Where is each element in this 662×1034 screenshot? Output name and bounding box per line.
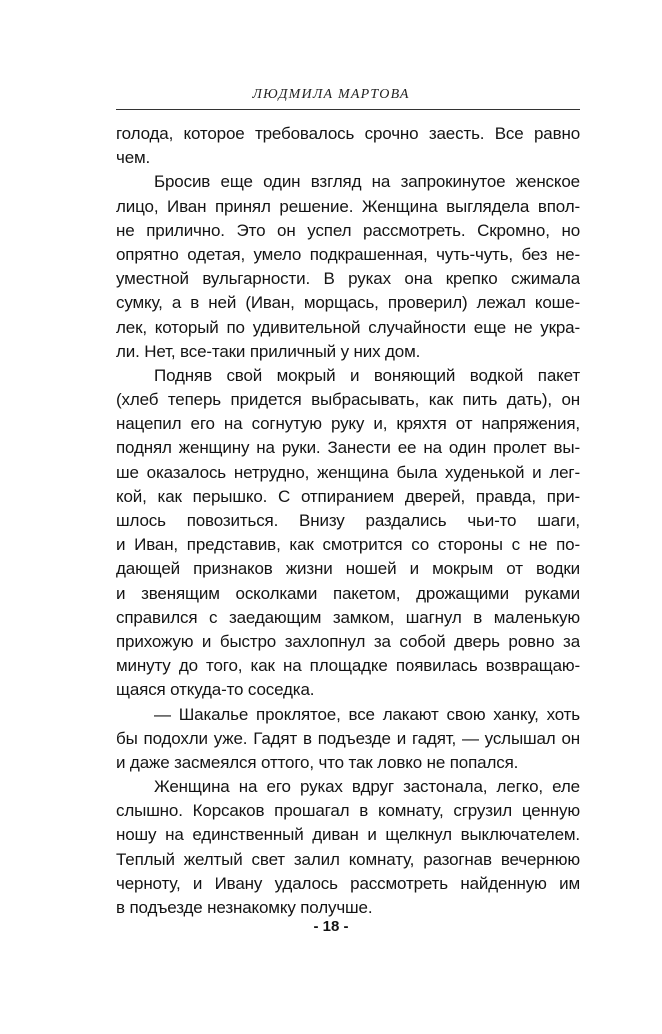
text-line: — Шакалье проклятое, все лакают свою ханку, хоть [154,704,580,724]
text-line: уместной вульгарности. В руках она крепко сжимала [116,269,580,289]
text-line: опрятно одетая, умело подкрашенная, чуть-чуть, без не- [116,244,580,264]
text-line: голода, которое требовалось срочно заесть. Все равно [116,124,580,143]
text-line: не прилично. Это он успел рассмотреть. Скромно, но [116,220,580,240]
text-line: ли. Нет, все-таки приличный у них дом. [116,341,421,361]
text-line: прихожую и быстро захлопнул за собой дверь ровно за [116,631,580,651]
header-rule [116,109,580,110]
text-line: щаяся откуда-то соседка. [116,680,315,700]
text-line: кой, как перышко. С отпиранием дверей, правда, при- [116,486,580,506]
text-line: и даже засмеялся оттого, что так ловко не попался. [116,752,519,772]
text-line: (хлеб теперь придется выбрасывать, как пить дать), он [116,390,580,410]
text-line: и Иван, представив, как смотрится со стороны с не по- [116,535,580,555]
text-line: лицо, Иван принял решение. Женщина выглядела впол- [116,196,580,216]
text-line: Теплый желтый свет залил комнату, разогнав вечернюю [116,849,580,869]
text-line: чем. [116,148,151,168]
text-line: бы подохли уже. Гадят в подъезде и гадят, — услышал он [116,728,580,748]
text-line: в подъезде незнакомку получше. [116,898,373,917]
text-line: сумку, а в ней (Иван, морщась, проверил) лежал коше- [116,293,580,313]
body-text [116,122,580,920]
text-line: слышно. Корсаков прошагал в комнату, сгрузил ценную [116,801,580,821]
text-line: минуту до того, как на площадке появилась возвращаю- [116,656,580,676]
text-line: ше оказалось нетрудно, женщина была худенькой и лег- [116,462,580,482]
page-number: - 18 - [313,918,349,935]
text-line: и звенящим осколками пакетом, дрожащими руками [116,583,580,603]
text-line: черноту, и Ивану удалось рассмотреть найденную им [116,873,580,893]
text-line: Бросив еще один взгляд на запрокинутое женское [154,172,580,192]
text-line: шлось повозиться. Внизу раздались чьи-то шаги, [116,511,580,530]
text-line: Подняв свой мокрый и воняющий водкой пакет [154,365,580,385]
text-line: справился с заедающим замком, шагнул в маленькую [116,607,580,627]
text-line: дающей признаков жизни ношей и мокрым от водки [116,559,580,579]
text-line: Женщина на его руках вдруг застонала, легко, еле [154,777,580,797]
running-header: ЛЮДМИЛА МАРТОВА [252,87,410,102]
text-line: нацепил его на согнутую руку и, кряхтя от напряжения, [116,414,580,434]
text-line: поднял женщину на руки. Занести ее на один пролет вы- [116,438,580,458]
text-line: лек, который по удивительной случайности еще не укра- [116,317,580,337]
text-line: ношу на единственный диван и щелкнул выключателем. [116,825,580,845]
